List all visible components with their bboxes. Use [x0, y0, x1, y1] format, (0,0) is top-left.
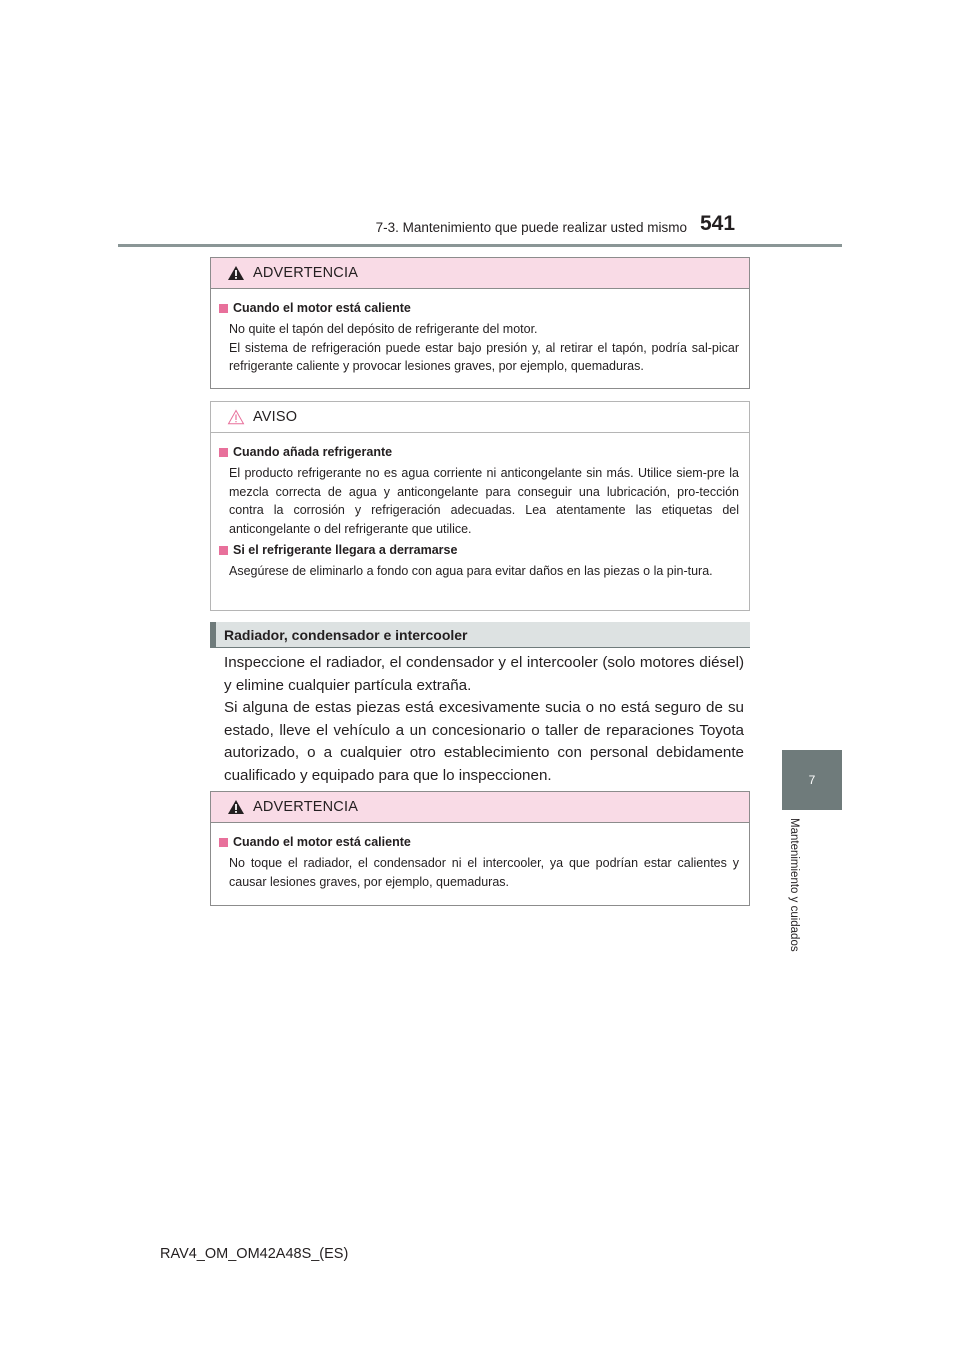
chapter-tab[interactable]: 7: [782, 750, 842, 810]
notice-item-2-heading: [219, 543, 739, 557]
section-heading: [210, 622, 750, 648]
warning-box-2-body: [211, 823, 749, 891]
notice-box: [210, 401, 750, 611]
warning-box-2-title: ADVERTENCIA: [253, 799, 359, 815]
warning-box-1-body: [211, 289, 749, 376]
caution-triangle-icon: [227, 409, 245, 425]
warning-1-item-heading-text: Cuando el motor está caliente: [233, 301, 411, 315]
section-paragraph-1: Inspeccione el radiador, el condensador y el intercooler (solo motores diésel) y elimine cualquier partícula extraña.: [224, 654, 744, 694]
section-heading-underline: [210, 647, 750, 648]
section-body: [224, 652, 744, 787]
notice-item-1-text: El producto refrigerante no es agua corriente ni anticongelante sin más. Utilice siem-pre la mezcla correcta de agua y anticongelante para conseguir una lubricación, pro-tección contra la corrosión y refrigeración adecuadas. Lea atentamente las etiquetas del anticongelante o del refrigerante que utilice.: [229, 466, 739, 536]
warning-box-2-header: [211, 792, 749, 823]
chapter-title-text: Mantenimiento y cuidados: [788, 818, 800, 952]
chapter-title: [788, 818, 810, 968]
warning-box-1-title: ADVERTENCIA: [253, 265, 359, 281]
notice-item-1-heading-text: Cuando añada refrigerante: [233, 445, 393, 459]
warning-triangle-icon: [227, 799, 245, 815]
section-paragraph-2: Si alguna de estas piezas está excesivamente sucia o no está seguro de su estado, lleve el vehículo a un concesionario o taller de reparaciones Toyota autorizado, o a cualquier otro establecimiento con personal debidamente cualificado y equipado para que lo inspeccionen.: [224, 699, 744, 784]
notice-box-header: [211, 402, 749, 433]
warning-1-item-text: [219, 320, 739, 376]
warning-2-item-heading: [219, 835, 739, 849]
warning-triangle-icon: [227, 265, 245, 281]
notice-box-title: AVISO: [253, 409, 298, 425]
warning-1-item-heading: [219, 301, 739, 315]
warning-box-1-header: [211, 258, 749, 289]
footer-code: RAV4_OM_OM42A48S_(ES): [160, 1246, 349, 1262]
square-bullet-icon: [219, 448, 228, 457]
warning-box-1: [210, 257, 750, 389]
warning-box-2: [210, 791, 750, 906]
header-section-title: 7-3. Mantenimiento que puede realizar usted mismo: [375, 220, 687, 235]
notice-box-body: [211, 433, 749, 581]
square-bullet-icon: [219, 304, 228, 313]
notice-item-2-heading-text: Si el refrigerante llegara a derramarse: [233, 543, 458, 558]
warning-2-item-heading-text: Cuando el motor está caliente: [233, 835, 411, 849]
section-heading-text: Radiador, condensador e intercooler: [224, 627, 468, 643]
header-rule: [118, 244, 842, 247]
warning-1-line-1: No quite el tapón del depósito de refrigerante del motor.: [229, 322, 538, 336]
notice-item-2-text: Asegúrese de eliminarlo a fondo con agua para evitar daños en las piezas o la pin-tura.: [229, 564, 713, 579]
warning-1-line-2: El sistema de refrigeración puede estar bajo presión y, al retirar el tapón, podría sal-picar refrigerante caliente y provocar lesiones graves, por ejemplo, quemaduras.: [229, 340, 739, 374]
section-heading-bar: [210, 622, 216, 648]
notice-item-1-heading: [219, 445, 739, 459]
square-bullet-icon: [219, 838, 228, 847]
warning-2-item-text: No toque el radiador, el condensador ni el intercooler, ya que podrían estar calientes y causar lesiones graves, por ejemplo, quemaduras.: [229, 856, 739, 889]
square-bullet-icon: [219, 546, 228, 555]
page-number: 541: [700, 212, 736, 235]
